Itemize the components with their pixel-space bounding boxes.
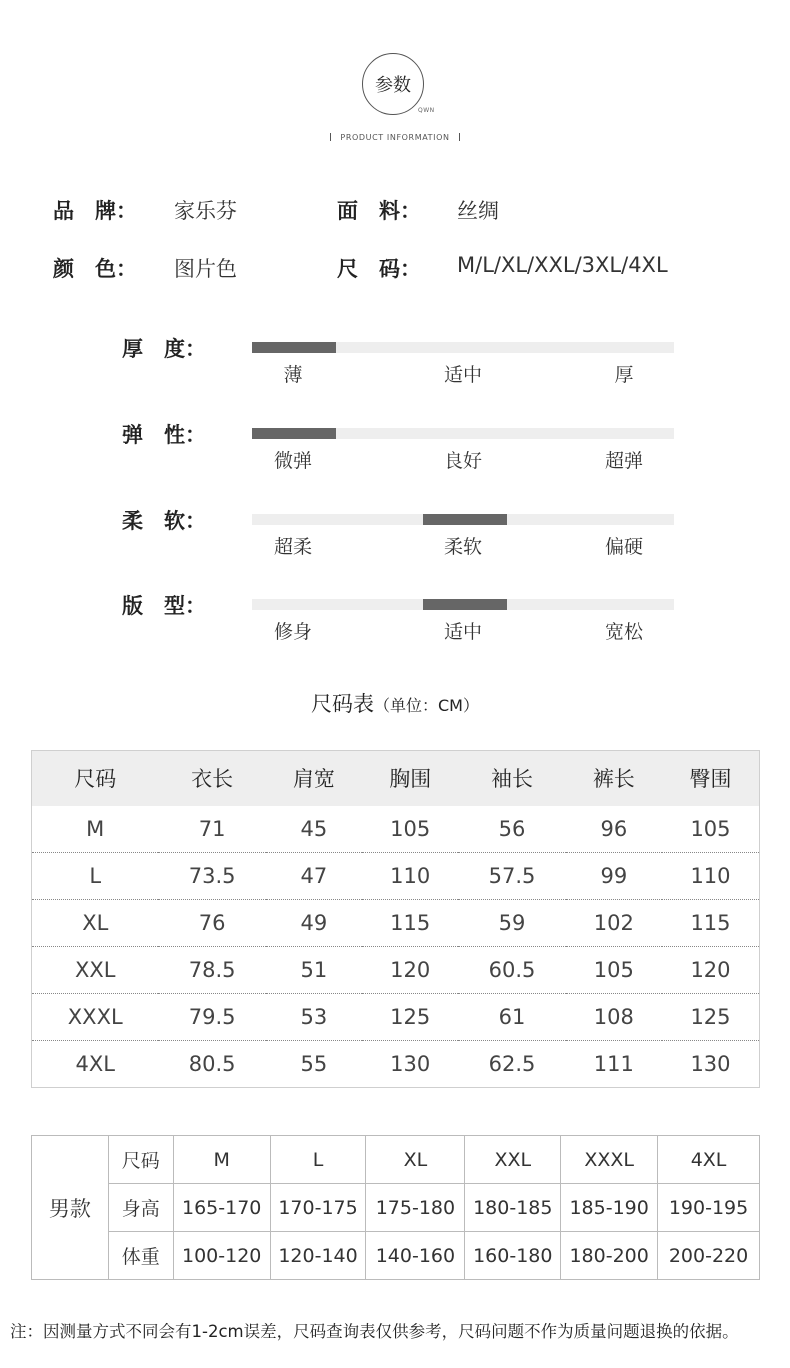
table-cell: XXXL (561, 1136, 658, 1184)
table-cell: 140-160 (366, 1232, 465, 1280)
size-chart-title-text: 尺码表 (311, 692, 374, 716)
table-row (32, 1136, 760, 1184)
table-cell: 120-140 (270, 1232, 366, 1280)
table-cell: 185-190 (561, 1184, 658, 1232)
table-cell: 180-200 (561, 1232, 658, 1280)
header-pants-length: 裤长 (566, 751, 662, 806)
fit-option-regular: 适中 (443, 621, 482, 643)
table-cell: 4XL (658, 1136, 760, 1184)
softness-label: 柔 软： (122, 509, 206, 533)
table-cell: 110 (662, 853, 760, 900)
table-cell: 120 (362, 947, 458, 994)
table-cell: 115 (662, 900, 760, 947)
elasticity-option-good: 良好 (443, 450, 482, 472)
table-cell: 105 (566, 947, 662, 994)
disclaimer-note: 注：因测量方式不同会有1-2cm误差，尺码查询表仅供参考，尺码问题不作为质量问题退换的依据。 (10, 1322, 739, 1341)
elasticity-option-slight: 微弹 (273, 450, 312, 472)
table-cell: 62.5 (488, 1052, 536, 1076)
size-chart-unit: （单位：CM） (374, 696, 479, 715)
product-information-subtitle (0, 133, 790, 142)
table-cell: 165-170 (173, 1184, 270, 1232)
table-cell: 78.5 (158, 947, 265, 994)
table-cell: 49 (266, 900, 362, 947)
table-row (32, 806, 760, 853)
table-cell: 110 (362, 853, 458, 900)
fit-option-slim: 修身 (273, 621, 312, 643)
size-label: 尺 码： (337, 257, 421, 281)
size-value: M/L/XL/XXL/3XL/4XL (457, 253, 668, 277)
men-size-table (31, 1135, 760, 1280)
table-row (32, 1232, 760, 1280)
table-cell: 105 (662, 806, 760, 853)
table-cell: 125 (362, 994, 458, 1041)
table-cell: 100-120 (173, 1232, 270, 1280)
table-cell: M (32, 806, 159, 853)
softness-option-stiff: 偏硬 (604, 536, 643, 558)
header-chest: 胸围 (362, 751, 458, 806)
table-cell: 130 (390, 1052, 431, 1076)
divider-left (330, 133, 331, 141)
table-row (32, 994, 760, 1041)
table-cell: XXXL (32, 994, 159, 1041)
size-chart-table (31, 750, 760, 1088)
brand-value: 家乐芬 (174, 199, 237, 223)
table-cell: 体重 (108, 1232, 173, 1280)
header-length: 衣长 (158, 751, 265, 806)
table-row (32, 1041, 760, 1088)
table-cell: 99 (566, 853, 662, 900)
softness-option-soft: 柔软 (443, 536, 482, 558)
table-cell: 53 (266, 994, 362, 1041)
header-hip: 臀围 (662, 751, 760, 806)
table-cell: 57.5 (458, 853, 565, 900)
table-cell: XL (366, 1136, 465, 1184)
table-cell: 125 (662, 994, 760, 1041)
elasticity-indicator (252, 428, 336, 439)
table-cell: 102 (566, 900, 662, 947)
table-cell: 55 (300, 1052, 328, 1076)
param-badge-text: 参数 (375, 75, 411, 96)
table-cell: XXL (465, 1136, 561, 1184)
table-cell: 59 (458, 900, 565, 947)
table-row (32, 900, 760, 947)
divider-right (459, 133, 460, 141)
table-cell: 身高 (108, 1184, 173, 1232)
table-cell: 200-220 (658, 1232, 760, 1280)
table-cell: 47 (266, 853, 362, 900)
table-cell: 160-180 (465, 1232, 561, 1280)
thickness-option-thick: 厚 (614, 364, 634, 386)
table-cell: 180-185 (465, 1184, 561, 1232)
table-cell: 61 (458, 994, 565, 1041)
table-cell: 尺码 (108, 1136, 173, 1184)
header-size: 尺码 (32, 751, 159, 806)
elasticity-option-super: 超弹 (604, 450, 643, 472)
table-row (32, 947, 760, 994)
thickness-label: 厚 度： (122, 337, 206, 361)
table-cell: 175-180 (366, 1184, 465, 1232)
table-cell: 120 (662, 947, 760, 994)
size-chart-title (0, 688, 790, 718)
table-cell: L (270, 1136, 366, 1184)
fabric-value: 丝绸 (457, 199, 499, 223)
softness-option-super-soft: 超柔 (273, 536, 312, 558)
table-row (32, 1184, 760, 1232)
color-value: 图片色 (174, 257, 237, 281)
table-cell: 71 (158, 806, 265, 853)
table-cell: 130 (690, 1052, 731, 1076)
elasticity-label: 弹 性： (122, 423, 206, 447)
table-cell: 56 (458, 806, 565, 853)
thickness-indicator (252, 342, 336, 353)
brand-label: 品 牌： (53, 199, 137, 223)
table-cell: 115 (362, 900, 458, 947)
table-cell: 80.5 (188, 1052, 236, 1076)
table-cell: XL (32, 900, 159, 947)
thickness-option-medium: 适中 (443, 364, 482, 386)
fabric-label: 面 料： (337, 199, 421, 223)
table-cell: 96 (566, 806, 662, 853)
table-row (32, 853, 760, 900)
table-cell: M (173, 1136, 270, 1184)
fit-label: 版 型： (122, 594, 206, 618)
thickness-track (252, 342, 674, 353)
size-chart-header-row (32, 751, 760, 806)
table-cell: 60.5 (458, 947, 565, 994)
gender-label: 男款 (32, 1136, 109, 1280)
table-cell: 170-175 (270, 1184, 366, 1232)
fit-track (252, 599, 674, 610)
table-cell: 111 (593, 1052, 634, 1076)
thickness-option-thin: 薄 (283, 364, 303, 386)
fit-option-loose: 宽松 (604, 621, 643, 643)
header-shoulder: 肩宽 (266, 751, 362, 806)
softness-track (252, 514, 674, 525)
fit-indicator (423, 599, 507, 610)
elasticity-track (252, 428, 674, 439)
table-cell: 105 (362, 806, 458, 853)
table-cell: XXL (32, 947, 159, 994)
table-cell: 4XL (75, 1052, 115, 1076)
table-cell: 108 (566, 994, 662, 1041)
table-cell: 51 (266, 947, 362, 994)
table-cell: L (32, 853, 159, 900)
table-cell: 73.5 (158, 853, 265, 900)
color-label: 颜 色： (53, 257, 137, 281)
header-sleeve: 袖长 (458, 751, 565, 806)
softness-indicator (423, 514, 507, 525)
subtitle-text: PRODUCT INFORMATION (340, 133, 450, 142)
table-cell: 190-195 (658, 1184, 760, 1232)
table-cell: 79.5 (158, 994, 265, 1041)
badge-subtext: QWN (418, 107, 435, 114)
table-cell: 76 (158, 900, 265, 947)
table-cell: 45 (266, 806, 362, 853)
param-badge (362, 53, 424, 115)
